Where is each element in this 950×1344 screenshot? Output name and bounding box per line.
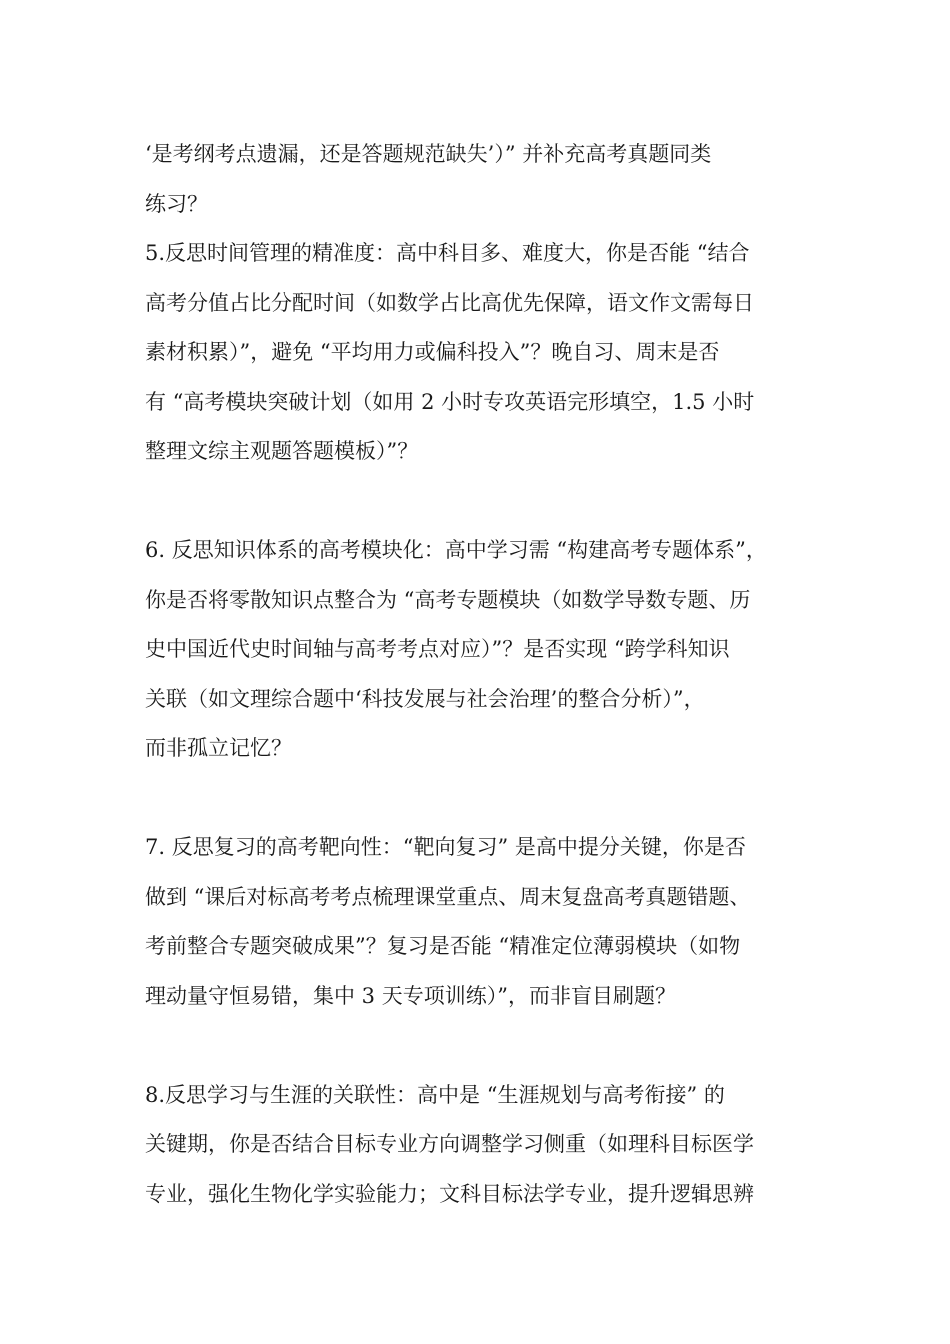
paragraph-spacer: [145, 477, 825, 527]
text-line: 理动量守恒易错，集中 3 天专项训练）”，而非盲目刷题？: [145, 983, 676, 1008]
text-line: 有 “高考模块突破计划（如用 2 小时专攻英语完形填空，1.5 小时: [145, 389, 755, 414]
text-line: 高考分值占比分配时间（如数学占比高优先保障，语文作文需每日: [145, 290, 754, 315]
text-line: 练习？: [145, 191, 208, 216]
text-line: 6. 反思知识体系的高考模块化：高中学习需 “构建高考专题体系”，: [145, 538, 767, 562]
text-line: 关联（如文理综合题中‘科技发展与社会治理’的整合分析）”，: [145, 686, 705, 711]
text-line: 7. 反思复习的高考靶向性：“靶向复习” 是高中提分关键，你是否: [145, 835, 746, 859]
paragraph-5: [145, 229, 825, 477]
paragraph-8: [145, 1071, 825, 1220]
text-line: 整理文综主观题答题模板）”？: [145, 439, 419, 463]
text-line: 8.反思学习与生涯的关联性：高中是 “生涯规划与高考衔接” 的: [145, 1082, 725, 1107]
paragraph-spacer: [145, 774, 825, 824]
text-line: 考前整合专题突破成果”？复习是否能 “精准定位薄弱模块（如物: [145, 934, 741, 958]
text-line: 专业，强化生物化学实验能力；文科目标法学专业，提升逻辑思辨: [145, 1181, 754, 1206]
text-line: 5.反思时间管理的精准度：高中科目多、难度大，你是否能 “结合: [145, 241, 750, 265]
text-line: 关键期，你是否结合目标专业方向调整学习侧重（如理科目标医学: [145, 1132, 754, 1156]
text-line: 做到 “课后对标高考考点梳理课堂重点、周末复盘高考真题错题、: [145, 884, 751, 909]
paragraph-spacer: [145, 1021, 825, 1071]
paragraph-7: [145, 823, 825, 1021]
paragraph-6: [145, 526, 825, 774]
text-line: 而非孤立记忆？: [145, 736, 292, 760]
text-line: 你是否将零散知识点整合为 “高考专题模块（如数学导数专题、历: [145, 587, 751, 612]
text-line: 史中国近代史时间轴与高考考点对应）”？是否实现 “跨学科知识: [145, 637, 730, 661]
paragraph-4-tail: [145, 130, 825, 229]
text-line: 素材积累）”，避免 “平均用力或偏科投入”？晚自习、周末是否: [145, 340, 720, 364]
document-body: [145, 130, 825, 1219]
text-line: ‘是考纲考点遗漏，还是答题规范缺失’）” 并补充高考真题同类: [145, 142, 712, 166]
